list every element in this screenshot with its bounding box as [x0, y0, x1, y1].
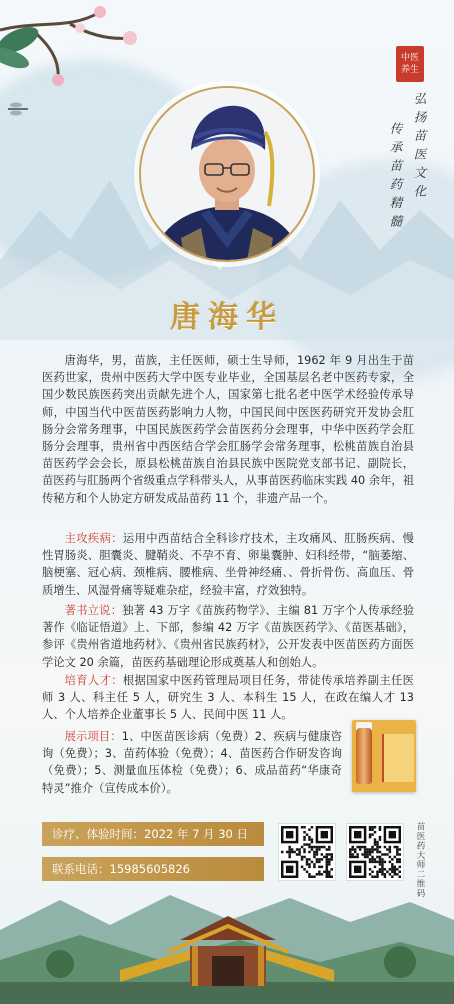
section-label: 展示项目：: [64, 730, 122, 743]
qr-code-2[interactable]: [346, 823, 404, 881]
intro-text: 唐海华，男，苗族，主任医师，硕士生导师，1962 年 9 月出生于苗医药世家，贵州中医药大学中医专业毕业，全国基层名老中医药专家，全国少数民族医药突出贡献先进个人，国家第七批名老中医学术经验传承导师，中国当代中医苗医药影响力人物，中国民间中医医药研究开发协会肛肠分会常务理事，中国民族医药学会苗医药分会理事，中华中医药学会肛肠分会理事，贵州省中西医结合学会肛肠学会常务理事，松桃苗族自治县苗医药学会会长，原县松桃苗族自治县民族中医院党支部书记、副院长，苗医药与肛肠两个省级重点学科带头人，从事苗医药临床实践 40 余年，祖传秘方和个人协定方研发成品苗药 11 个，非遗产品一个。: [42, 354, 414, 505]
medicine-bottle-image: [356, 728, 372, 784]
section-projects: [42, 728, 342, 797]
section-text: 1、中医苗医诊病（免费）2、疾病与健康咨询（免费）；3、苗药体验（免费）；4、苗医药合作研发咨询（免费）；5、测量血压体检（免费）；6、成品苗药“华康奇特灵”推介（宣传成本价）。: [42, 730, 342, 795]
section-main-diseases: [42, 530, 414, 599]
section-label: 培育人才：: [64, 674, 123, 687]
visit-time-bar: 诊疗、体验时间：2022 年 7 月 30 日: [42, 822, 264, 846]
miao-village-gate-illustration: [0, 890, 454, 1004]
seal-char: 中: [400, 53, 410, 63]
intro-paragraph: [42, 352, 414, 507]
section-text: 根据国家中医药管理局项目任务，带徒传承培养副主任医师 3 人、科主任 5 人，研究生 3 人、本科生 15 人，在政在编人才 13 人、个人培养企业董事长 5 人、民间中医 11 人。: [42, 674, 414, 722]
qr-code-icon: [349, 826, 401, 878]
phone-bar[interactable]: 联系电话：15985605826: [42, 857, 264, 881]
motto-line-1: 弘扬苗医文化: [412, 92, 427, 203]
doctor-portrait: [141, 88, 313, 260]
section-label: 著书立说：: [64, 604, 123, 617]
dragonfly-icon: [4, 100, 30, 118]
seal-char: 养: [400, 65, 410, 75]
qr-caption: 苗医药大师二维码: [415, 822, 425, 898]
seal-stamp: [396, 46, 424, 82]
qr-code-1[interactable]: [278, 823, 336, 881]
section-label: 主攻疾病：: [64, 532, 123, 545]
doctor-name: 唐海华: [170, 300, 284, 335]
section-text: 运用中西苗结合全科诊疗技术，主攻痛风、肛肠疾病、慢性胃肠炎、胆囊炎、腱鞘炎、不孕不育、卵巢囊肿、妇科经带，“脑萎缩、脑梗塞、冠心病、颈椎病、腰椎病、坐骨神经痛、、骨折骨伤、高血压、骨质增生、风湿骨痛等疑难杂症，经验丰富，疗效独特。: [42, 532, 414, 597]
section-talent: [42, 672, 414, 724]
section-text: 独著 43 万字《苗族药物学》、主编 81 万字个人传承经验著作《临证悟道》上、下部，参编 42 万字《苗族医药学》、《苗医基础》，参评《贵州省道地药材》、《贵州省民族药材》，公开发表中医苗医药方面医学论文 20 余篇，苗医药基础理论形成奠基人和创始人。: [42, 604, 414, 669]
portrait-frame: [139, 86, 315, 262]
seal-char: 医: [410, 53, 420, 63]
qr-code-icon: [281, 826, 333, 878]
seal-char: 生: [410, 65, 420, 75]
section-publications: [42, 602, 414, 671]
motto-line-2: 传承苗药精髓: [388, 122, 403, 233]
product-box-label: [382, 734, 414, 782]
